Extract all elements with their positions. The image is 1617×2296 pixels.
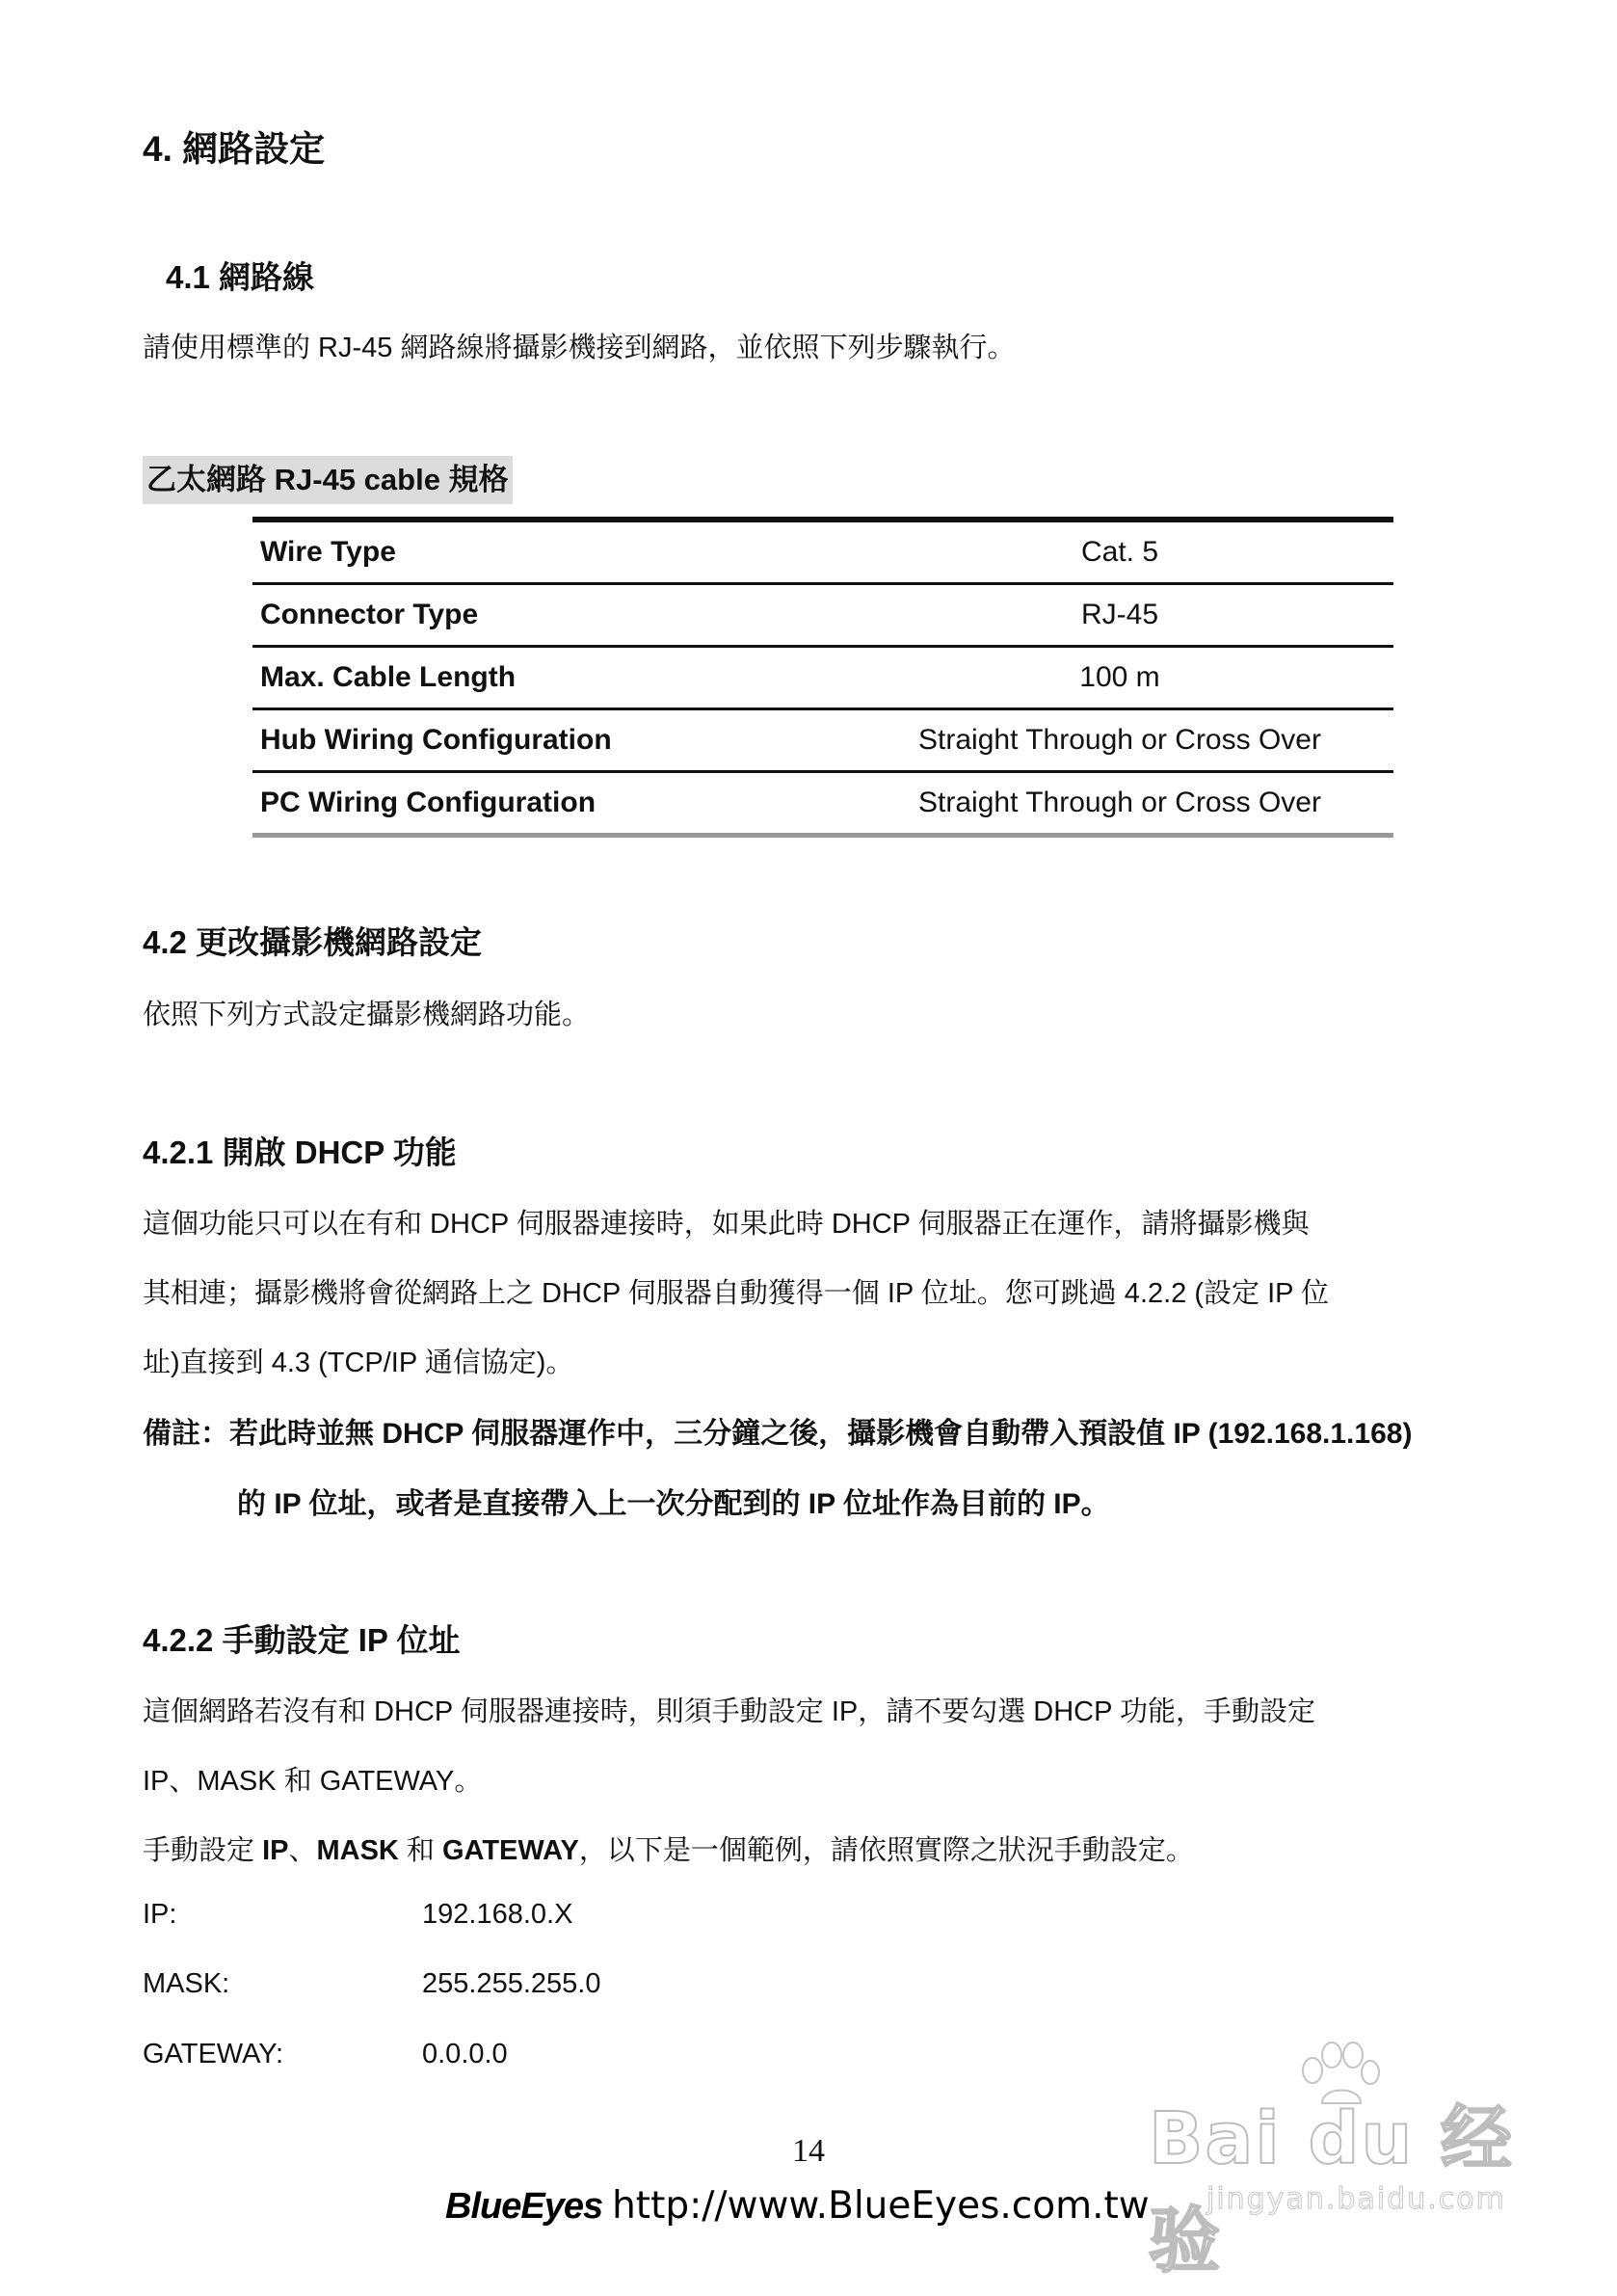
- page-number: 14: [792, 2133, 825, 2169]
- table-row: [252, 709, 1393, 772]
- ip-value: 192.168.0.X: [422, 1899, 573, 1930]
- spec-value: Straight Through or Cross Over: [858, 709, 1393, 772]
- mask-value: 255.255.255.0: [422, 1968, 601, 1999]
- note-line: 備註：若此時並無 DHCP 伺服器運作中，三分鐘之後，攝影機會自動帶入預設值 IP (192.168.1.168): [143, 1418, 1413, 1450]
- section-4-2-title: 4.2 更改攝影機網路設定: [143, 924, 483, 960]
- baidu-watermark: [1149, 2042, 1534, 2283]
- brand-logo: BlueEyes: [445, 2186, 603, 2227]
- table-row: [252, 584, 1393, 647]
- mask-label: MASK:: [143, 1968, 230, 1999]
- footer-url: http://www.BlueEyes.com.tw: [612, 2184, 1150, 2228]
- text-run-bold: IP: [262, 1835, 289, 1866]
- table-row: [252, 647, 1393, 709]
- spec-key: Hub Wiring Configuration: [252, 709, 858, 772]
- section-4-2-1-title: 4.2.1 開啟 DHCP 功能: [143, 1135, 457, 1170]
- spec-key: Connector Type: [252, 584, 858, 647]
- spec-key: Wire Type: [252, 520, 858, 584]
- chapter-heading: 4. 網路設定: [143, 129, 326, 169]
- text-run-bold: MASK: [316, 1835, 399, 1866]
- spec-key: Max. Cable Length: [252, 647, 858, 709]
- spec-value: Cat. 5: [858, 520, 1393, 584]
- ip-label: IP:: [143, 1899, 177, 1930]
- footer: [445, 2184, 1150, 2228]
- gateway-label: GATEWAY:: [143, 2039, 284, 2069]
- spec-value: RJ-45: [858, 584, 1393, 647]
- spec-value: Straight Through or Cross Over: [858, 772, 1393, 836]
- watermark-main: Bai du 经验: [1149, 2097, 1514, 2283]
- section-4-2-2-line: IP、MASK 和 GATEWAY。: [143, 1766, 483, 1797]
- text-run: 和: [398, 1835, 442, 1866]
- spec-table-title: 乙太網路 RJ-45 cable 規格: [143, 456, 513, 504]
- note-line: 的 IP 位址，或者是直接帶入上一次分配到的 IP 位址作為目前的 IP。: [237, 1488, 1110, 1520]
- section-4-2-2-line: 這個網路若沒有和 DHCP 伺服器連接時，則須手動設定 IP，請不要勾選 DHCP 功能，手動設定: [143, 1696, 1315, 1727]
- table-row: [252, 772, 1393, 836]
- spec-value: 100 m: [858, 647, 1393, 709]
- section-4-2-1-line: 這個功能只可以在有和 DHCP 伺服器連接時，如果此時 DHCP 伺服器正在運作，請將攝影機與: [143, 1209, 1310, 1240]
- section-4-2-body: 依照下列方式設定攝影機網路功能。: [143, 1000, 591, 1030]
- watermark-sub: jingyan.baidu.com: [1206, 2182, 1506, 2216]
- section-4-2-1-line: 其相連；攝影機將會從網路上之 DHCP 伺服器自動獲得一個 IP 位址。您可跳過 4.2.2 (設定 IP 位: [143, 1278, 1330, 1309]
- text-run: 、: [288, 1835, 317, 1866]
- spec-table: [252, 517, 1393, 838]
- section-4-2-2-title: 4.2.2 手動設定 IP 位址: [143, 1622, 461, 1658]
- section-4-1-body: 請使用標準的 RJ-45 網路線將攝影機接到網路，並依照下列步驟執行。: [143, 333, 1016, 363]
- text-run: ，以下是一個範例，請依照實際之狀況手動設定。: [578, 1835, 1194, 1866]
- section-4-1-title: 4.1 網路線: [166, 259, 315, 295]
- table-row: [252, 520, 1393, 584]
- spec-key: PC Wiring Configuration: [252, 772, 858, 836]
- section-4-2-1-line: 址)直接到 4.3 (TCP/IP 通信協定)。: [143, 1348, 574, 1378]
- text-run: 手動設定: [143, 1835, 263, 1866]
- text-run-bold: GATEWAY: [442, 1835, 579, 1866]
- section-4-2-2-line: [143, 1829, 1194, 1868]
- gateway-value: 0.0.0.0: [422, 2039, 508, 2069]
